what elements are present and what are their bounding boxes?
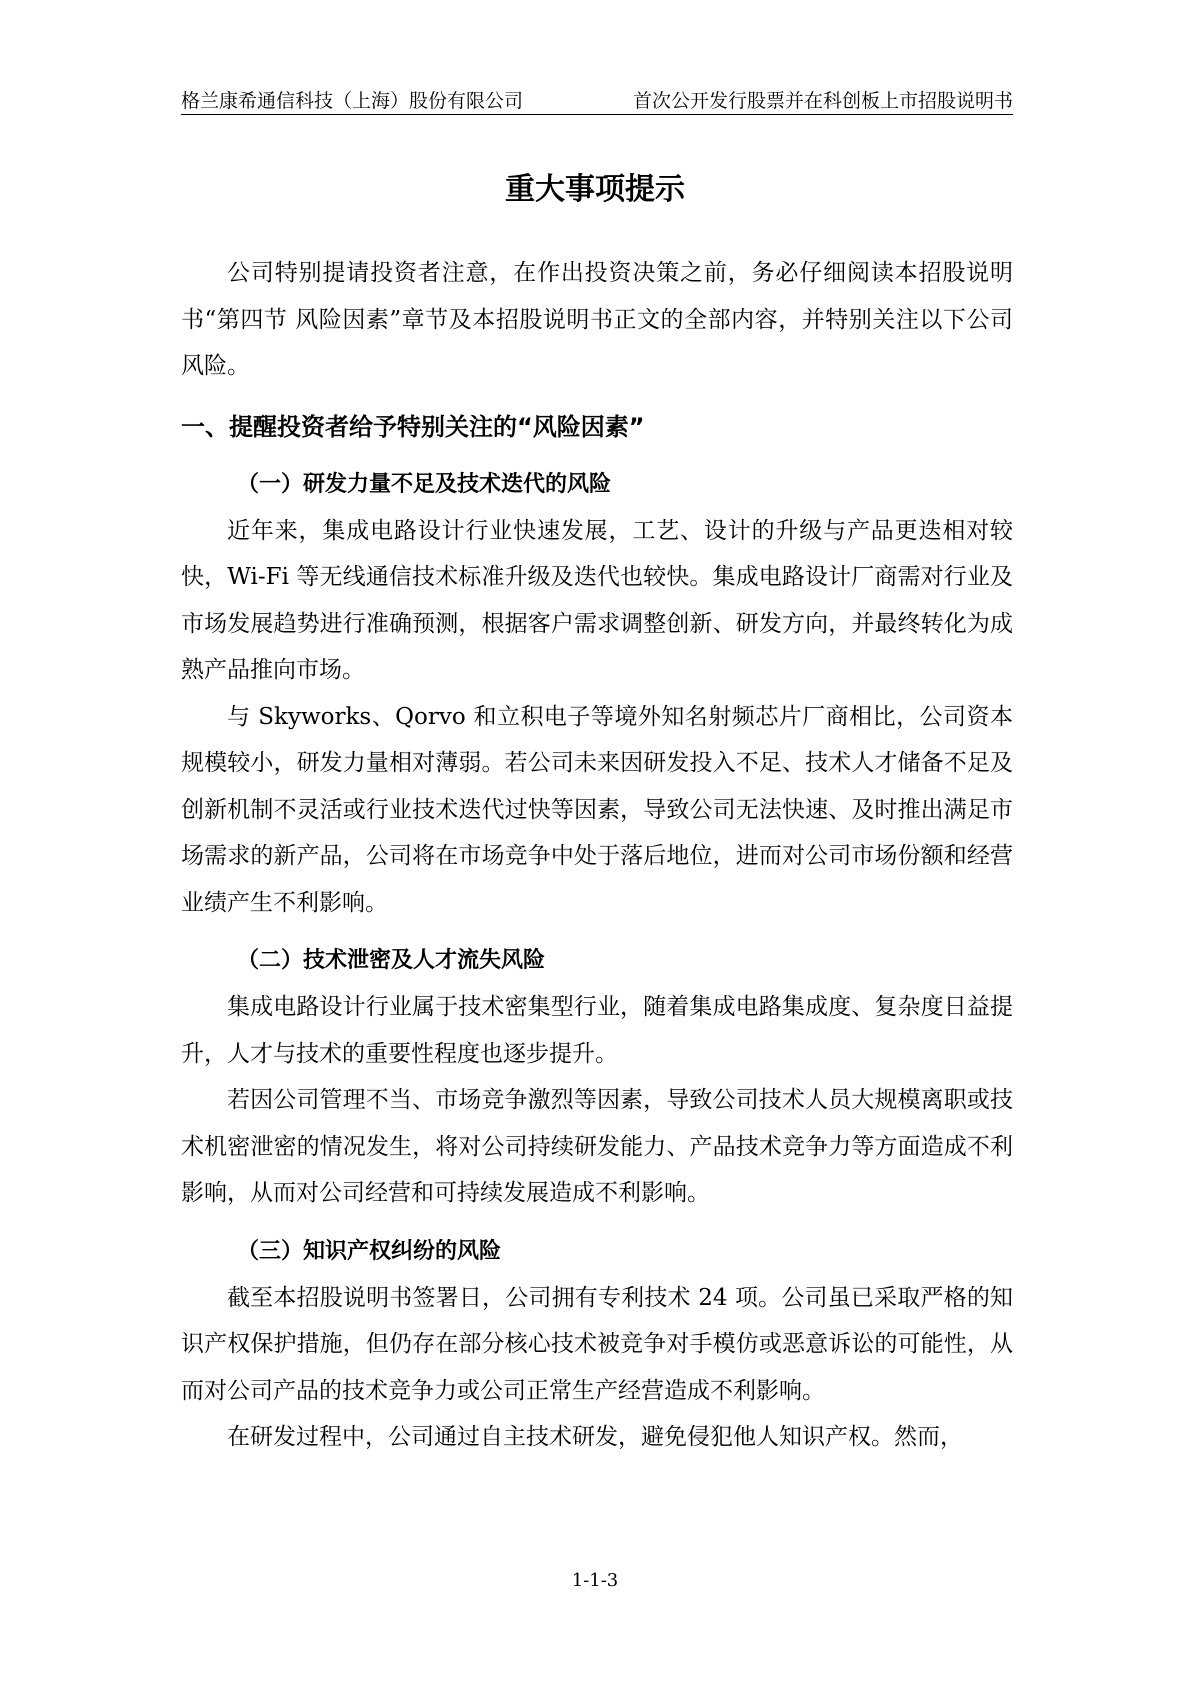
subsection-heading-rd-risk: （一）研发力量不足及技术迭代的风险	[237, 471, 612, 497]
ip-risk-paragraph-2: 在研发过程中，公司通过自主技术研发，避免侵犯他人知识产权。然而，	[227, 1424, 963, 1450]
page-number: 1-1-3	[571, 1570, 619, 1591]
intro-paragraph: 公司特别提请投资者注意，在作出投资决策之前，务必仔细阅读本招股说明书“第四节 风险因素”章节及本招股说明书正文的全部内容，并特别关注以下公司风险。	[181, 260, 1013, 379]
ip-risk-paragraph-1: 截至本招股说明书签署日，公司拥有专利技术 24 项。公司虽已采取严格的知识产权保护措施，但仍存在部分核心技术被竞争对手模仿或恶意诉讼的可能性，从而对公司产品的技术竞争力或公司正常生产经营造成不利影响。	[181, 1284, 1013, 1404]
talent-risk-paragraph-2: 若因公司管理不当、市场竞争激烈等因素，导致公司技术人员大规模离职或技术机密泄密的情况发生，将对公司持续研发能力、产品技术竞争力等方面造成不利影响，从而对公司经营和可持续发展造成不利影响。	[181, 1087, 1013, 1206]
page-header	[181, 84, 1013, 115]
rd-risk-paragraph-2: 与 Skyworks、Qorvo 和立积电子等境外知名射频芯片厂商相比，公司资本规模较小，研发力量相对薄弱。若公司未来因研发投入不足、技术人才储备不足及创新机制不灵活或行业技术迭代过快等因素，导致公司无法快速、及时推出满足市场需求的新产品，公司将在市场竞争中处于落后地位，进而对公司市场份额和经营业绩产生不利影响。	[181, 703, 1013, 916]
subsection-heading-talent-risk: （二）技术泄密及人才流失风险	[237, 948, 546, 973]
document-body	[181, 250, 1013, 1461]
rd-risk-paragraph-1: 近年来，集成电路设计行业快速发展，工艺、设计的升级与产品更迭相对较快，Wi-Fi 等无线通信技术标准升级及迭代也较快。集成电路设计厂商需对行业及市场发展趋势进行准确预测，根据客户需求调整创新、研发方向，并最终转化为成熟产品推向市场。	[181, 517, 1013, 683]
talent-risk-paragraph-1: 集成电路设计行业属于技术密集型行业，随着集成电路集成度、复杂度日益提升，人才与技术的重要性程度也逐步提升。	[181, 994, 1013, 1067]
subsection-heading-ip-risk: （三）知识产权纠纷的风险	[237, 1238, 502, 1264]
header-document-name: 首次公开发行股票并在科创板上市招股说明书	[632, 90, 1013, 112]
header-company-name: 格兰康希通信科技（上海）股份有限公司	[181, 90, 524, 112]
section-heading-risk-factors: 一、提醒投资者给予特别关注的“风险因素”	[181, 412, 645, 441]
page-title: 重大事项提示	[505, 172, 685, 207]
